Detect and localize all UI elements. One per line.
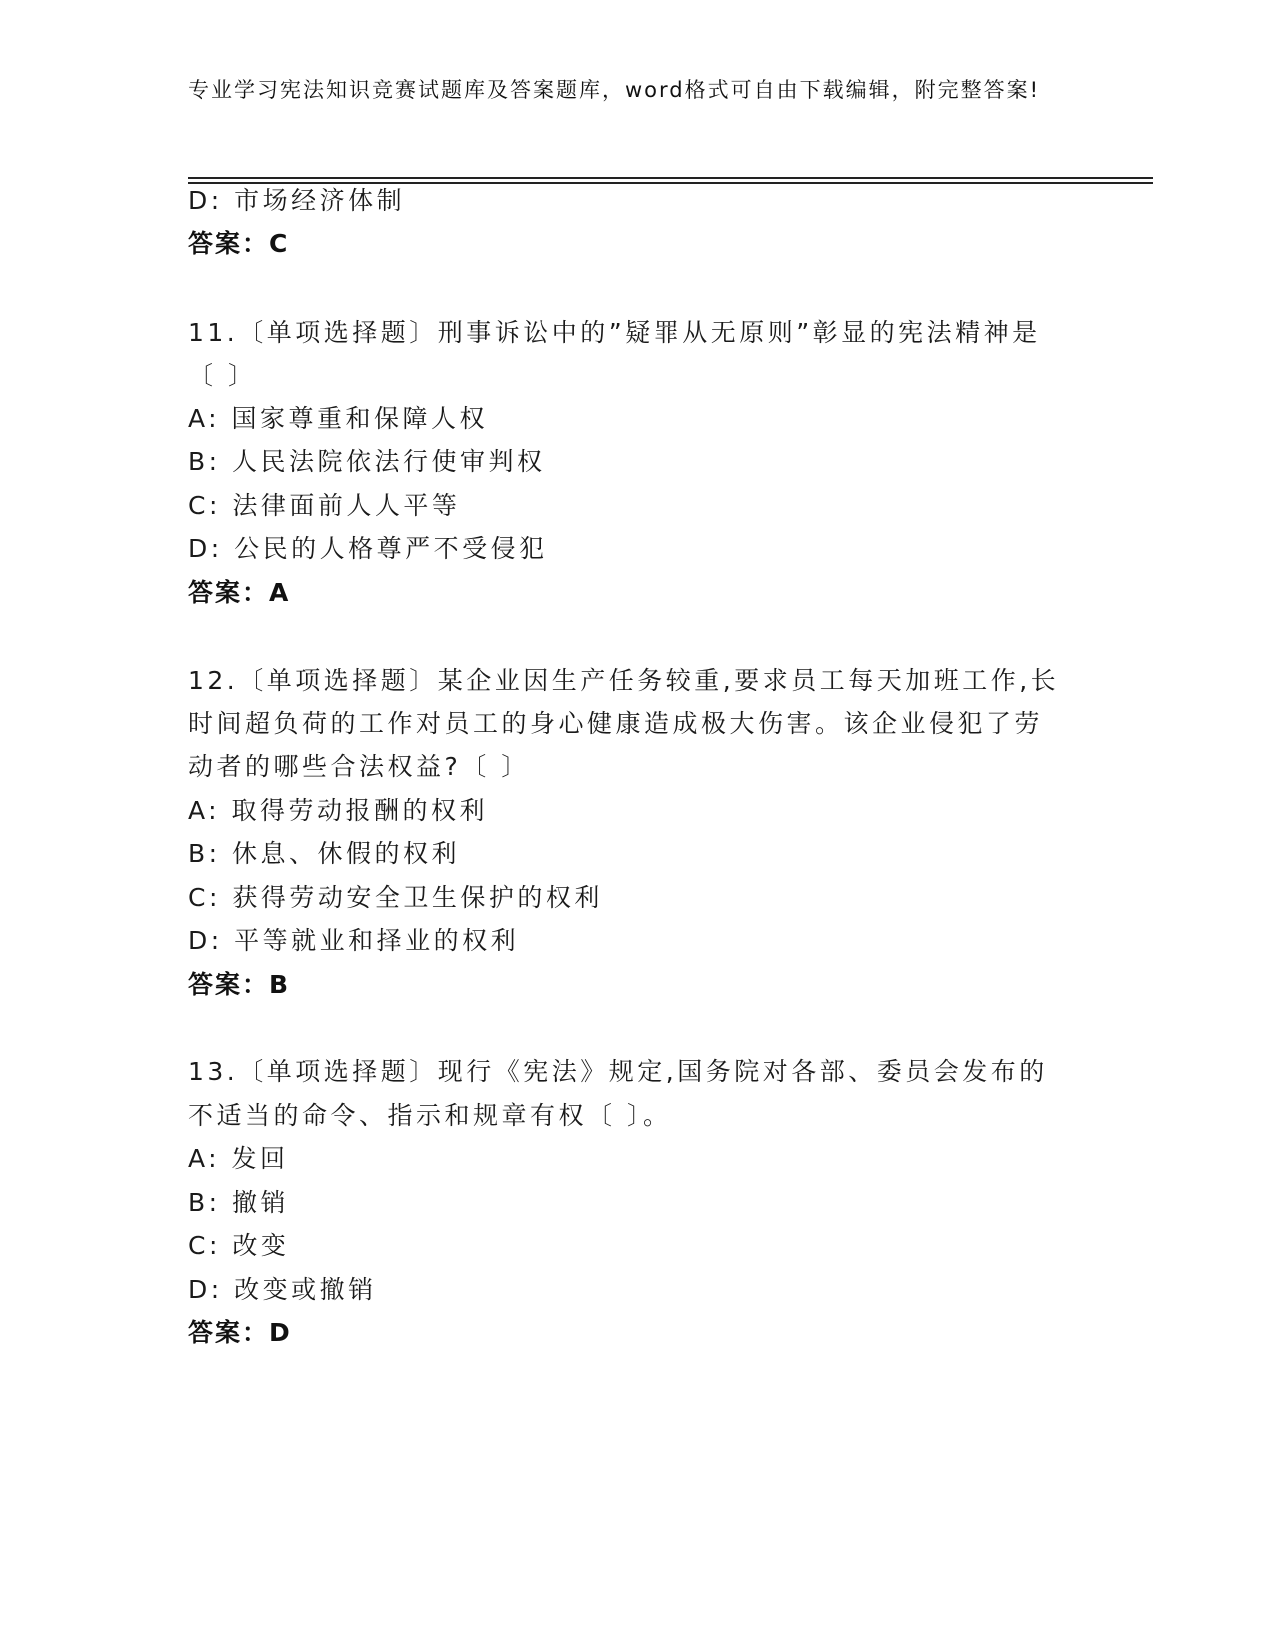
q12-stem-line-2: 时间超负荷的工作对员工的身心健康造成极大伤害。该企业侵犯了劳 bbox=[188, 709, 1044, 738]
q13-option-c: C: 改变 bbox=[188, 1231, 290, 1260]
prev-answer: 答案：C bbox=[188, 229, 290, 258]
q13-stem-line-1: 13.〔单项选择题〕现行《宪法》规定,国务院对各部、委员会发布的 bbox=[188, 1057, 1048, 1086]
q11-stem-line-1: 11.〔单项选择题〕刑事诉讼中的”疑罪从无原则”彰显的宪法精神是 bbox=[188, 318, 1041, 347]
header-note: 专业学习宪法知识竞赛试题库及答案题库，word格式可自由下载编辑，附完整答案! bbox=[188, 78, 1041, 102]
q13-option-a: A: 发回 bbox=[188, 1144, 289, 1173]
q13-option-d: D: 改变或撤销 bbox=[188, 1275, 377, 1304]
q12-stem-line-3: 动者的哪些合法权益?〔 〕 bbox=[188, 752, 530, 781]
q11-answer: 答案：A bbox=[188, 578, 291, 607]
prev-option-d: D: 市场经济体制 bbox=[188, 186, 406, 215]
q13-stem-line-2: 不适当的命令、指示和规章有权〔 〕。 bbox=[188, 1101, 672, 1130]
q11-option-a: A: 国家尊重和保障人权 bbox=[188, 404, 489, 433]
header-rule-bottom bbox=[188, 182, 1153, 184]
q12-option-a: A: 取得劳动报酬的权利 bbox=[188, 796, 489, 825]
header-rule-top bbox=[188, 177, 1153, 179]
q11-option-d: D: 公民的人格尊严不受侵犯 bbox=[188, 534, 548, 563]
q12-option-d: D: 平等就业和择业的权利 bbox=[188, 926, 520, 955]
q13-option-b: B: 撤销 bbox=[188, 1188, 290, 1217]
q12-answer: 答案：B bbox=[188, 970, 291, 999]
q13-answer: 答案：D bbox=[188, 1318, 292, 1347]
q11-option-c: C: 法律面前人人平等 bbox=[188, 491, 461, 520]
q11-stem-line-2: 〔 〕 bbox=[188, 361, 257, 390]
q12-stem-line-1: 12.〔单项选择题〕某企业因生产任务较重,要求员工每天加班工作,长 bbox=[188, 666, 1060, 695]
q12-option-b: B: 休息、休假的权利 bbox=[188, 839, 461, 868]
q12-option-c: C: 获得劳动安全卫生保护的权利 bbox=[188, 883, 603, 912]
q11-option-b: B: 人民法院依法行使审判权 bbox=[188, 447, 546, 476]
